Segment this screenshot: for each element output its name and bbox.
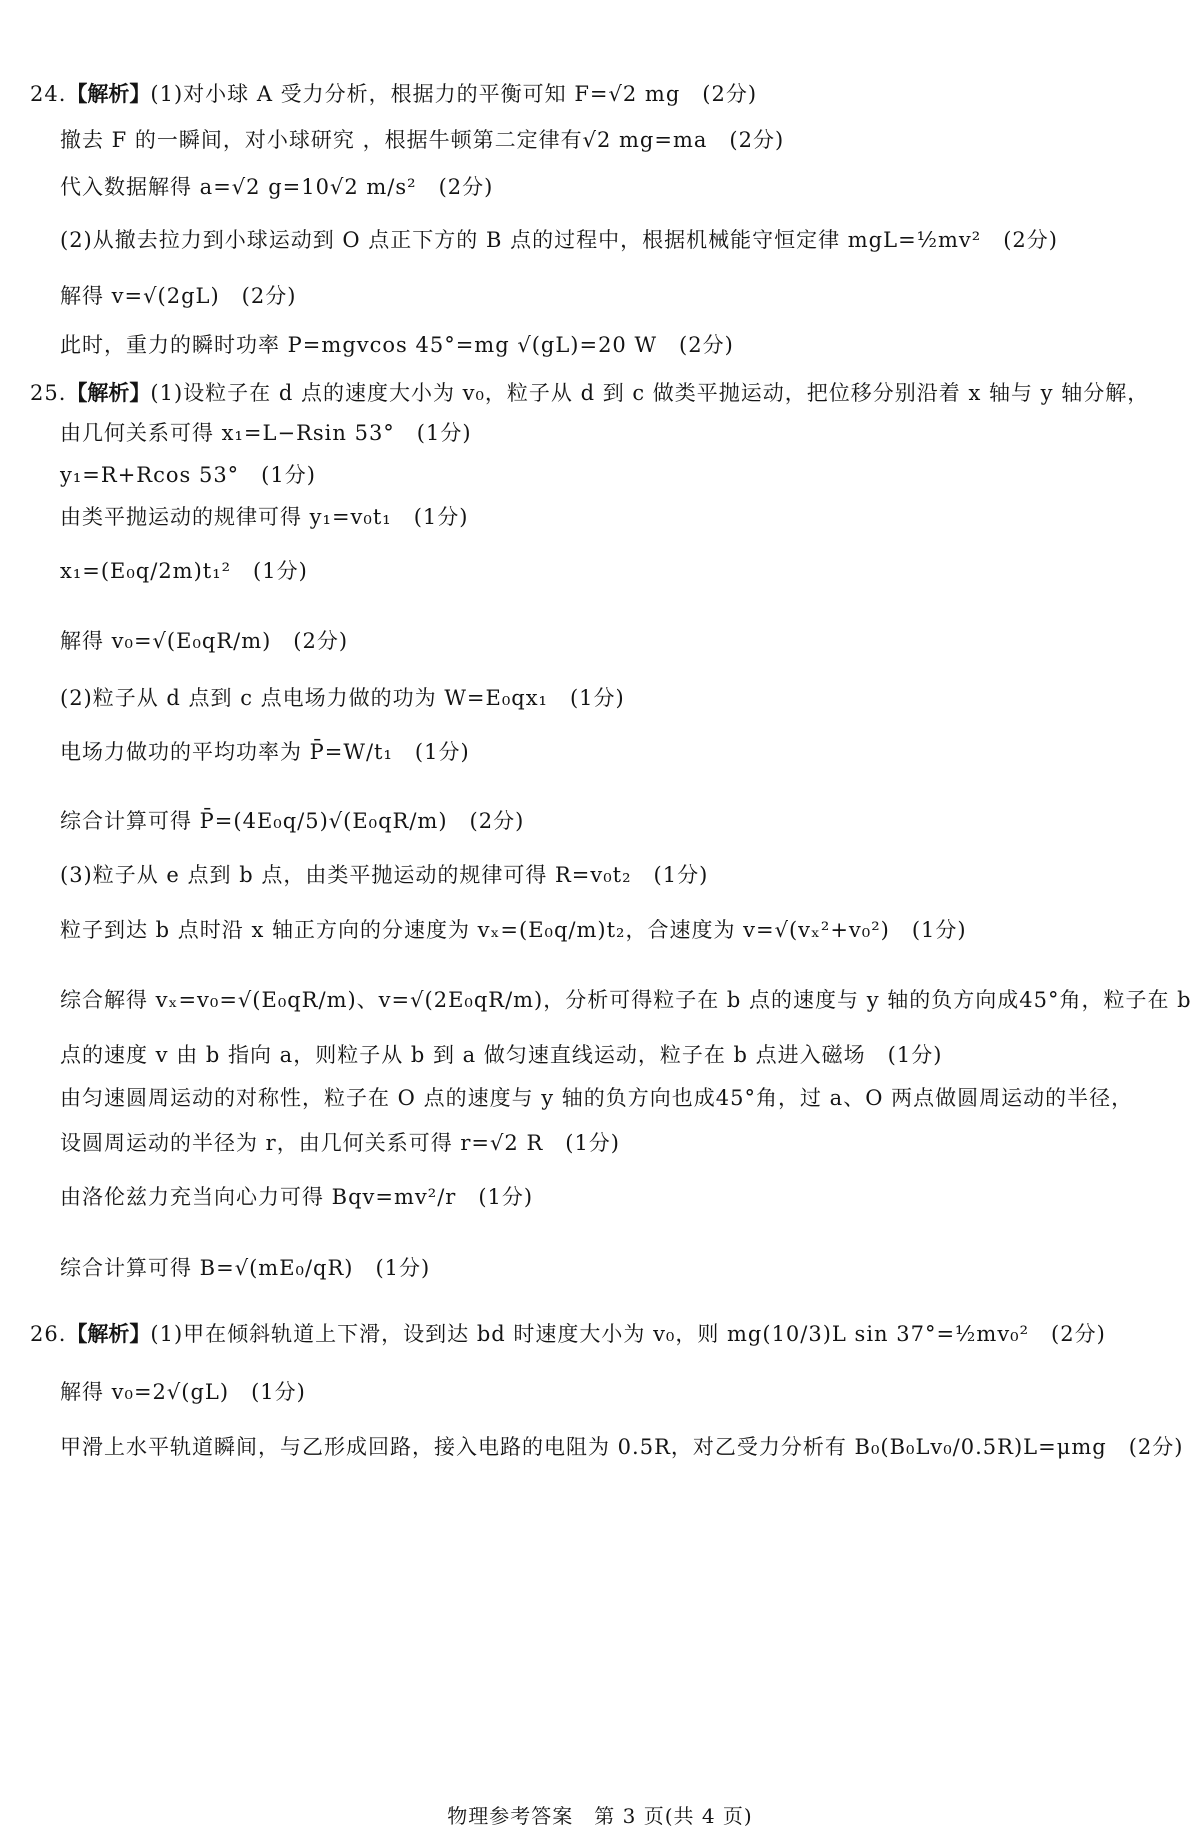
q26-line-3: 甲滑上水平轨道瞬间，与乙形成回路，接入电路的电阻为 0.5R，对乙受力分析有 B₀(B₀Lv₀/0.5R)L=μmg (2分) (60, 1435, 1184, 1459)
q25-line-9: 综合计算可得 P̄=(4E₀q/5)√(E₀qR/m) (2分) (60, 809, 525, 833)
q25-line-14: 由匀速圆周运动的对称性，粒子在 O 点的速度与 y 轴的负方向也成45°角，过 a、O 两点做圆周运动的半径， (60, 1086, 1134, 1110)
q25-line-5: x₁=(E₀q/2m)t₁² (1分) (60, 559, 308, 583)
q24-line-5: 解得 v=√(2gL) (2分) (60, 284, 297, 308)
q25-line-6: 解得 v₀=√(E₀qR/m) (2分) (60, 629, 349, 653)
q24-line-3: 代入数据解得 a=√2 g=10√2 m/s² (2分) (60, 175, 494, 199)
question-number: 26. (30, 1322, 67, 1346)
question-number: 24. (30, 82, 67, 106)
question-number: 25. (30, 381, 67, 405)
analysis-tag: 【解析】 (66, 82, 151, 106)
q25-line-2: 由几何关系可得 x₁=L−Rsin 53° (1分) (60, 421, 472, 445)
q25-line-11: 粒子到达 b 点时沿 x 轴正方向的分速度为 vₓ=(E₀q/m)t₂，合速度为 v=√(vₓ²+v₀²) (1分) (60, 918, 967, 942)
q25-line-13: 点的速度 v 由 b 指向 a，则粒子从 b 到 a 做匀速直线运动，粒子在 b 点进入磁场 (1分) (60, 1043, 943, 1067)
q25-line-17: 综合计算可得 B=√(mE₀/qR) (1分) (60, 1256, 431, 1280)
q25-line-1 (30, 379, 1149, 407)
q24-line-1 (30, 80, 757, 108)
q25-line-16: 由洛伦兹力充当向心力可得 Bqv=mv²/r (1分) (60, 1185, 534, 1209)
q24-line-2: 撤去 F 的一瞬间，对小球研究 ，根据牛顿第二定律有√2 mg=ma (2分) (60, 128, 785, 152)
q24-line-6: 此时，重力的瞬时功率 P=mgvcos 45°=mg √(gL)=20 W (2分) (60, 333, 734, 357)
q24-text-1: (1)对小球 A 受力分析，根据力的平衡可知 F=√2 mg (2分) (150, 82, 758, 106)
analysis-tag: 【解析】 (66, 1322, 151, 1346)
q26-text-1: (1)甲在倾斜轨道上下滑，设到达 bd 时速度大小为 v₀，则 mg(10/3)L sin 37°=½mv₀² (2分) (150, 1322, 1106, 1346)
q25-line-12: 综合解得 vₓ=v₀=√(E₀qR/m)、v=√(2E₀qR/m)，分析可得粒子在 b 点的速度与 y 轴的负方向成45°角，粒子在 b (60, 988, 1192, 1012)
q25-line-8: 电场力做功的平均功率为 P̄=W/t₁ (1分) (60, 740, 470, 764)
q25-line-15: 设圆周运动的半径为 r，由几何关系可得 r=√2 R (1分) (60, 1131, 620, 1155)
q25-line-7: (2)粒子从 d 点到 c 点电场力做的功为 W=E₀qx₁ (1分) (60, 686, 625, 710)
page-footer: 物理参考答案 第 3 页(共 4 页) (447, 1804, 753, 1828)
q26-line-1 (30, 1320, 1106, 1348)
q24-line-4: (2)从撤去拉力到小球运动到 O 点正下方的 B 点的过程中，根据机械能守恒定律 mgL=½mv² (2分) (60, 228, 1058, 252)
q25-line-3: y₁=R+Rcos 53° (1分) (60, 463, 316, 487)
q25-text-1: (1)设粒子在 d 点的速度大小为 v₀，粒子从 d 到 c 做类平抛运动，把位移分别沿着 x 轴与 y 轴分解， (150, 381, 1150, 405)
analysis-tag: 【解析】 (66, 381, 151, 405)
q25-line-4: 由类平抛运动的规律可得 y₁=v₀t₁ (1分) (60, 505, 469, 529)
q25-line-10: (3)粒子从 e 点到 b 点，由类平抛运动的规律可得 R=v₀t₂ (1分) (60, 863, 709, 887)
q26-line-2: 解得 v₀=2√(gL) (1分) (60, 1380, 306, 1404)
